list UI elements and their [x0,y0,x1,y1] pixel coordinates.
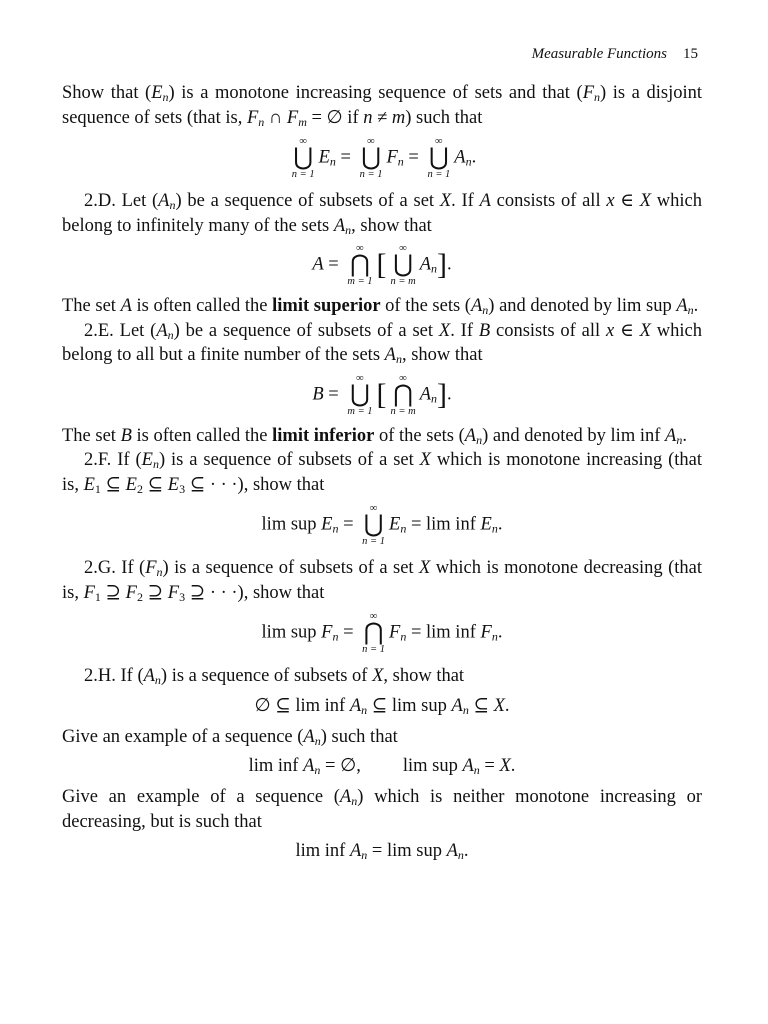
equation-example-2: lim inf $A_n = \lim$ sup $A_n$. [295,841,469,862]
example-request-1: Give an example of a sequence $(A_n)$ such that [62,726,398,748]
equation-limsup: A = ∞ ⋂ m = 1 [ ∞ ⋃ n = m $A_n$]. [312,243,452,287]
page [62,46,702,870]
equation-union: ∞ ⋃ n = 1 $E_n$ = ∞ ⋃ n = 1 $F_n$ = ∞ ⋃ n = 1 $A_n$. [291,136,477,180]
limsup-definition: The set A is often called the limit superior of the sets $(A_n)$ and denoted by lim sup $A_n$. [62,296,699,317]
page-number: 15 [683,46,698,62]
running-header [62,46,702,63]
exercise-2G: 2.G. If $(F_n)$ is a sequence of subsets of a set X which is monotone decreasing (that is, $F_1$ ⊇ $F_2$ ⊇ $F_3$ ⊇ · · ·), show that [62,558,702,604]
exercise-2D: 2.D. Let $(A_n)$ be a sequence of subsets of a set X. If A consists of all x ∈ X which belong to infinitely many of the sets $A_n$, show that [62,191,702,237]
exercise-2E: 2.E. Let $(A_n)$ be a sequence of subsets of a set X. If B consists of all x ∈ X which belong to all but a finite number of the sets $A_n$, show that [62,320,702,366]
paragraph-intro: Show that $(E_n)$ is a monotone increasing sequence of sets and that $(F_n)$ is a disjoint sequence of sets (that is, $F_n$ ∩ $F_m$ = ∅ if n ≠ m) such that [62,83,702,129]
liminf-definition: The set B is often called the limit inferior of the sets $(A_n)$ and denoted by lim inf $A_n$. [62,425,687,447]
equation-liminf: B = ∞ ⋃ m = 1 [ ∞ ⋂ n = m $A_n$]. [312,372,452,417]
equation-decreasing: lim sup $F_n$ = ∞ ⋂ n = 1 $F_n = \lim$ inf $F_n$. [261,611,503,655]
header-title: Measurable Functions [531,46,667,62]
exercise-2H: 2.H. If $(A_n)$ is a sequence of subsets of X, show that [84,666,465,687]
equation-increasing: lim sup $E_n$ = ∞ ⋃ n = 1 $E_n = \lim$ inf $E_n$. [261,503,503,547]
equation-example-1: lim inf $A_n$ = ∅, lim sup $A_n = X$. [248,756,516,777]
equation-inclusions: ∅ ⊆ lim inf $A_n$ ⊆ lim sup $A_n$ ⊆ X. [254,695,510,717]
exercise-2F: 2.F. If $(E_n)$ is a sequence of subsets of a set X which is monotone increasing (that is, $E_1$ ⊆ $E_2$ ⊆ $E_3$ ⊆ · · ·), show that [62,450,703,496]
example-request-2: Give an example of a sequence $(A_n)$ which is neither monotone increasing or decreasing, but is such that [62,787,702,832]
